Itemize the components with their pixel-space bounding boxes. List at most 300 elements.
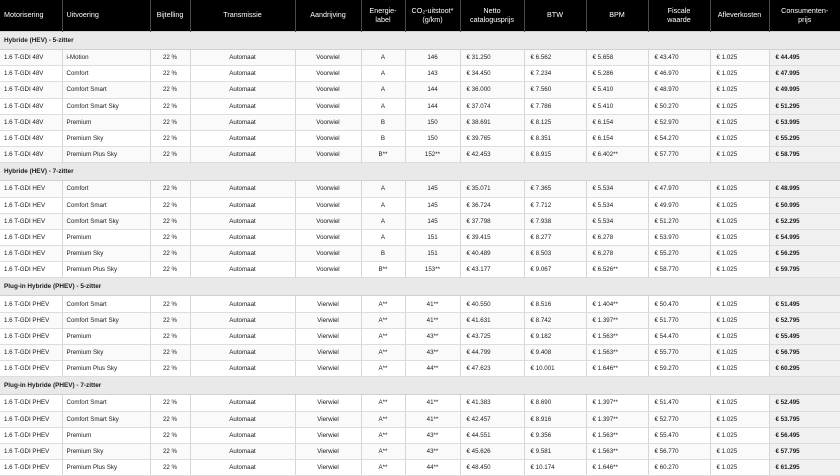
cell-energielabel: A** — [361, 328, 405, 344]
cell-transmissie: Automaat — [190, 312, 295, 328]
cell-afleverkosten: € 1.025 — [710, 411, 769, 427]
cell-netto-catalogusprijs: € 38.691 — [460, 114, 524, 130]
cell-motorisering: 1.6 T-GDI PHEV — [0, 395, 62, 411]
header-transmissie: Transmissie — [190, 0, 295, 32]
cell-consumentenprijs: € 51.295 — [769, 98, 840, 114]
cell-transmissie: Automaat — [190, 296, 295, 312]
cell-btw: € 8.916 — [524, 411, 586, 427]
cell-aandrijving: Voorwiel — [295, 98, 361, 114]
section-title: Hybride (HEV) - 7-zitter — [0, 163, 840, 181]
header-bijtelling: Bijtelling — [150, 0, 190, 32]
cell-bpm: € 5.534 — [586, 213, 648, 229]
cell-consumentenprijs: € 47.995 — [769, 66, 840, 82]
cell-btw: € 8.690 — [524, 395, 586, 411]
cell-transmissie: Automaat — [190, 181, 295, 197]
cell-bpm: € 6.526** — [586, 262, 648, 278]
cell-fiscale-waarde: € 54.270 — [648, 130, 710, 146]
cell-aandrijving: Voorwiel — [295, 82, 361, 98]
section-title: Plug-in Hybride (PHEV) - 7-zitter — [0, 377, 840, 395]
cell-transmissie: Automaat — [190, 361, 295, 377]
cell-transmissie: Automaat — [190, 427, 295, 443]
table-row — [0, 296, 840, 312]
cell-bijtelling: 22 % — [150, 296, 190, 312]
table-row — [0, 114, 840, 130]
cell-netto-catalogusprijs: € 44.799 — [460, 345, 524, 361]
cell-netto-catalogusprijs: € 41.631 — [460, 312, 524, 328]
cell-transmissie: Automaat — [190, 50, 295, 66]
cell-bpm: € 5.410 — [586, 98, 648, 114]
cell-fiscale-waarde: € 52.770 — [648, 411, 710, 427]
cell-motorisering: 1.6 T-GDI PHEV — [0, 296, 62, 312]
cell-energielabel: A — [361, 229, 405, 245]
cell-fiscale-waarde: € 55.270 — [648, 246, 710, 262]
cell-energielabel: A — [361, 82, 405, 98]
cell-aandrijving: Voorwiel — [295, 147, 361, 163]
cell-co2-uitstoot: 41** — [405, 395, 460, 411]
cell-transmissie: Automaat — [190, 130, 295, 146]
cell-bpm: € 1.563** — [586, 427, 648, 443]
cell-afleverkosten: € 1.025 — [710, 66, 769, 82]
cell-uitvoering: Premium Plus Sky — [62, 361, 150, 377]
cell-motorisering: 1.6 T-GDI PHEV — [0, 411, 62, 427]
cell-bpm: € 1.397** — [586, 312, 648, 328]
cell-energielabel: A** — [361, 395, 405, 411]
cell-bijtelling: 22 % — [150, 98, 190, 114]
cell-motorisering: 1.6 T-GDI HEV — [0, 229, 62, 245]
cell-afleverkosten: € 1.025 — [710, 82, 769, 98]
cell-uitvoering: Comfort Smart Sky — [62, 312, 150, 328]
header-aandrijving: Aandrijving — [295, 0, 361, 32]
cell-consumentenprijs: € 52.495 — [769, 395, 840, 411]
cell-co2-uitstoot: 144 — [405, 82, 460, 98]
table-header-row — [0, 0, 840, 32]
cell-fiscale-waarde: € 49.970 — [648, 197, 710, 213]
cell-aandrijving: Voorwiel — [295, 246, 361, 262]
cell-bijtelling: 22 % — [150, 262, 190, 278]
cell-transmissie: Automaat — [190, 213, 295, 229]
cell-afleverkosten: € 1.025 — [710, 460, 769, 476]
cell-co2-uitstoot: 41** — [405, 296, 460, 312]
table-row — [0, 181, 840, 197]
cell-netto-catalogusprijs: € 40.550 — [460, 296, 524, 312]
cell-afleverkosten: € 1.025 — [710, 328, 769, 344]
table-row — [0, 130, 840, 146]
cell-uitvoering: Comfort — [62, 181, 150, 197]
table-row — [0, 427, 840, 443]
cell-motorisering: 1.6 T-GDI HEV — [0, 197, 62, 213]
cell-consumentenprijs: € 44.495 — [769, 50, 840, 66]
cell-consumentenprijs: € 58.795 — [769, 147, 840, 163]
cell-fiscale-waarde: € 48.970 — [648, 82, 710, 98]
cell-aandrijving: Voorwiel — [295, 130, 361, 146]
table-row — [0, 66, 840, 82]
table-row — [0, 395, 840, 411]
cell-consumentenprijs: € 53.995 — [769, 114, 840, 130]
table-row — [0, 312, 840, 328]
cell-consumentenprijs: € 56.495 — [769, 427, 840, 443]
cell-bijtelling: 22 % — [150, 50, 190, 66]
cell-afleverkosten: € 1.025 — [710, 427, 769, 443]
cell-bijtelling: 22 % — [150, 82, 190, 98]
cell-consumentenprijs: € 61.295 — [769, 460, 840, 476]
section-header-row — [0, 377, 840, 395]
cell-bpm: € 5.534 — [586, 181, 648, 197]
cell-transmissie: Automaat — [190, 411, 295, 427]
cell-fiscale-waarde: € 55.470 — [648, 427, 710, 443]
cell-bijtelling: 22 % — [150, 443, 190, 459]
table-body — [0, 32, 840, 476]
cell-btw: € 9.182 — [524, 328, 586, 344]
cell-transmissie: Automaat — [190, 197, 295, 213]
cell-energielabel: A** — [361, 296, 405, 312]
cell-netto-catalogusprijs: € 42.457 — [460, 411, 524, 427]
table-row — [0, 98, 840, 114]
cell-energielabel: B** — [361, 262, 405, 278]
table-row — [0, 229, 840, 245]
cell-energielabel: A — [361, 181, 405, 197]
cell-motorisering: 1.6 T-GDI PHEV — [0, 312, 62, 328]
cell-bijtelling: 22 % — [150, 114, 190, 130]
cell-aandrijving: Vierwiel — [295, 328, 361, 344]
cell-netto-catalogusprijs: € 36.724 — [460, 197, 524, 213]
table-row — [0, 361, 840, 377]
cell-co2-uitstoot: 44** — [405, 460, 460, 476]
cell-fiscale-waarde: € 50.470 — [648, 296, 710, 312]
cell-bpm: € 5.286 — [586, 66, 648, 82]
cell-btw: € 9.356 — [524, 427, 586, 443]
cell-afleverkosten: € 1.025 — [710, 296, 769, 312]
cell-uitvoering: Comfort Smart — [62, 395, 150, 411]
cell-motorisering: 1.6 T-GDI HEV — [0, 213, 62, 229]
cell-uitvoering: Premium Plus Sky — [62, 460, 150, 476]
cell-energielabel: A** — [361, 443, 405, 459]
cell-uitvoering: Premium Plus Sky — [62, 262, 150, 278]
section-header-row — [0, 32, 840, 50]
cell-bpm: € 1.563** — [586, 345, 648, 361]
cell-uitvoering: Premium — [62, 328, 150, 344]
cell-fiscale-waarde: € 59.270 — [648, 361, 710, 377]
cell-fiscale-waarde: € 54.470 — [648, 328, 710, 344]
cell-motorisering: 1.6 T-GDI PHEV — [0, 361, 62, 377]
header-btw: BTW — [524, 0, 586, 32]
cell-btw: € 7.712 — [524, 197, 586, 213]
cell-bijtelling: 22 % — [150, 460, 190, 476]
section-title: Hybride (HEV) - 5-zitter — [0, 32, 840, 50]
cell-consumentenprijs: € 50.995 — [769, 197, 840, 213]
cell-bpm: € 1.563** — [586, 443, 648, 459]
table-row — [0, 246, 840, 262]
cell-uitvoering: Comfort Smart — [62, 296, 150, 312]
cell-energielabel: B — [361, 246, 405, 262]
cell-bijtelling: 22 % — [150, 181, 190, 197]
cell-co2-uitstoot: 43** — [405, 443, 460, 459]
cell-motorisering: 1.6 T-GDI 48V — [0, 66, 62, 82]
header-motorisering: Motorisering — [0, 0, 62, 32]
cell-uitvoering: Comfort Smart — [62, 197, 150, 213]
cell-fiscale-waarde: € 57.770 — [648, 147, 710, 163]
cell-consumentenprijs: € 48.995 — [769, 181, 840, 197]
cell-fiscale-waarde: € 46.970 — [648, 66, 710, 82]
cell-transmissie: Automaat — [190, 246, 295, 262]
cell-energielabel: A — [361, 66, 405, 82]
cell-motorisering: 1.6 T-GDI 48V — [0, 50, 62, 66]
cell-consumentenprijs: € 49.995 — [769, 82, 840, 98]
cell-fiscale-waarde: € 58.770 — [648, 262, 710, 278]
cell-afleverkosten: € 1.025 — [710, 213, 769, 229]
section-header-row — [0, 163, 840, 181]
cell-fiscale-waarde: € 47.970 — [648, 181, 710, 197]
cell-btw: € 9.067 — [524, 262, 586, 278]
cell-aandrijving: Vierwiel — [295, 361, 361, 377]
cell-consumentenprijs: € 51.495 — [769, 296, 840, 312]
cell-afleverkosten: € 1.025 — [710, 181, 769, 197]
cell-netto-catalogusprijs: € 39.765 — [460, 130, 524, 146]
cell-bijtelling: 22 % — [150, 427, 190, 443]
cell-transmissie: Automaat — [190, 262, 295, 278]
cell-transmissie: Automaat — [190, 66, 295, 82]
table-row — [0, 50, 840, 66]
cell-fiscale-waarde: € 53.970 — [648, 229, 710, 245]
cell-btw: € 10.174 — [524, 460, 586, 476]
cell-bijtelling: 22 % — [150, 312, 190, 328]
cell-transmissie: Automaat — [190, 147, 295, 163]
cell-aandrijving: Voorwiel — [295, 197, 361, 213]
cell-btw: € 8.277 — [524, 229, 586, 245]
cell-netto-catalogusprijs: € 36.000 — [460, 82, 524, 98]
cell-netto-catalogusprijs: € 31.250 — [460, 50, 524, 66]
cell-bpm: € 1.646** — [586, 361, 648, 377]
cell-netto-catalogusprijs: € 37.074 — [460, 98, 524, 114]
cell-afleverkosten: € 1.025 — [710, 98, 769, 114]
cell-aandrijving: Voorwiel — [295, 262, 361, 278]
cell-btw: € 8.351 — [524, 130, 586, 146]
cell-consumentenprijs: € 56.795 — [769, 345, 840, 361]
cell-afleverkosten: € 1.025 — [710, 130, 769, 146]
cell-fiscale-waarde: € 56.770 — [648, 443, 710, 459]
cell-bpm: € 5.534 — [586, 197, 648, 213]
cell-afleverkosten: € 1.025 — [710, 395, 769, 411]
cell-energielabel: A** — [361, 460, 405, 476]
section-header-row — [0, 278, 840, 296]
cell-bijtelling: 22 % — [150, 66, 190, 82]
cell-motorisering: 1.6 T-GDI HEV — [0, 181, 62, 197]
cell-afleverkosten: € 1.025 — [710, 114, 769, 130]
cell-consumentenprijs: € 52.795 — [769, 312, 840, 328]
cell-energielabel: B** — [361, 147, 405, 163]
cell-netto-catalogusprijs: € 34.450 — [460, 66, 524, 82]
cell-netto-catalogusprijs: € 44.551 — [460, 427, 524, 443]
table-row — [0, 213, 840, 229]
cell-btw: € 8.516 — [524, 296, 586, 312]
cell-transmissie: Automaat — [190, 328, 295, 344]
cell-energielabel: B — [361, 114, 405, 130]
cell-co2-uitstoot: 143 — [405, 66, 460, 82]
cell-btw: € 10.001 — [524, 361, 586, 377]
cell-aandrijving: Vierwiel — [295, 443, 361, 459]
cell-transmissie: Automaat — [190, 82, 295, 98]
cell-netto-catalogusprijs: € 35.071 — [460, 181, 524, 197]
cell-netto-catalogusprijs: € 43.177 — [460, 262, 524, 278]
cell-uitvoering: Premium Sky — [62, 130, 150, 146]
cell-energielabel: A** — [361, 312, 405, 328]
cell-uitvoering: Comfort Smart Sky — [62, 98, 150, 114]
cell-aandrijving: Voorwiel — [295, 50, 361, 66]
cell-bpm: € 1.397** — [586, 395, 648, 411]
cell-consumentenprijs: € 53.795 — [769, 411, 840, 427]
cell-bpm: € 1.646** — [586, 460, 648, 476]
cell-uitvoering: Premium — [62, 229, 150, 245]
cell-co2-uitstoot: 145 — [405, 213, 460, 229]
cell-uitvoering: Comfort Smart Sky — [62, 411, 150, 427]
cell-netto-catalogusprijs: € 39.415 — [460, 229, 524, 245]
cell-btw: € 8.125 — [524, 114, 586, 130]
cell-consumentenprijs: € 54.995 — [769, 229, 840, 245]
cell-co2-uitstoot: 41** — [405, 411, 460, 427]
cell-bijtelling: 22 % — [150, 345, 190, 361]
cell-btw: € 7.234 — [524, 66, 586, 82]
cell-bijtelling: 22 % — [150, 395, 190, 411]
cell-transmissie: Automaat — [190, 229, 295, 245]
table-row — [0, 82, 840, 98]
cell-aandrijving: Voorwiel — [295, 213, 361, 229]
cell-aandrijving: Vierwiel — [295, 395, 361, 411]
cell-fiscale-waarde: € 52.970 — [648, 114, 710, 130]
cell-transmissie: Automaat — [190, 98, 295, 114]
cell-energielabel: A — [361, 197, 405, 213]
cell-motorisering: 1.6 T-GDI 48V — [0, 82, 62, 98]
cell-bpm: € 6.278 — [586, 246, 648, 262]
cell-motorisering: 1.6 T-GDI 48V — [0, 130, 62, 146]
cell-uitvoering: Premium — [62, 114, 150, 130]
cell-netto-catalogusprijs: € 41.383 — [460, 395, 524, 411]
cell-fiscale-waarde: € 60.270 — [648, 460, 710, 476]
cell-bpm: € 6.154 — [586, 130, 648, 146]
cell-transmissie: Automaat — [190, 460, 295, 476]
cell-aandrijving: Vierwiel — [295, 460, 361, 476]
cell-motorisering: 1.6 T-GDI 48V — [0, 98, 62, 114]
cell-netto-catalogusprijs: € 47.623 — [460, 361, 524, 377]
cell-bijtelling: 22 % — [150, 197, 190, 213]
cell-motorisering: 1.6 T-GDI PHEV — [0, 328, 62, 344]
cell-uitvoering: Premium — [62, 427, 150, 443]
cell-co2-uitstoot: 41** — [405, 312, 460, 328]
cell-aandrijving: Voorwiel — [295, 229, 361, 245]
cell-motorisering: 1.6 T-GDI PHEV — [0, 443, 62, 459]
cell-bpm: € 5.658 — [586, 50, 648, 66]
cell-bpm: € 1.563** — [586, 328, 648, 344]
cell-co2-uitstoot: 145 — [405, 197, 460, 213]
cell-netto-catalogusprijs: € 45.626 — [460, 443, 524, 459]
cell-aandrijving: Vierwiel — [295, 411, 361, 427]
cell-co2-uitstoot: 151 — [405, 229, 460, 245]
cell-motorisering: 1.6 T-GDI HEV — [0, 262, 62, 278]
cell-energielabel: A** — [361, 411, 405, 427]
cell-uitvoering: Premium Sky — [62, 443, 150, 459]
cell-energielabel: A — [361, 50, 405, 66]
cell-motorisering: 1.6 T-GDI PHEV — [0, 427, 62, 443]
cell-aandrijving: Voorwiel — [295, 66, 361, 82]
header-netto-catalogusprijs: Netto catalogusprijs — [460, 0, 524, 32]
cell-aandrijving: Vierwiel — [295, 345, 361, 361]
cell-co2-uitstoot: 43** — [405, 328, 460, 344]
cell-consumentenprijs: € 52.295 — [769, 213, 840, 229]
table-row — [0, 262, 840, 278]
cell-co2-uitstoot: 44** — [405, 361, 460, 377]
cell-bijtelling: 22 % — [150, 328, 190, 344]
cell-uitvoering: Comfort Smart — [62, 82, 150, 98]
cell-co2-uitstoot: 43** — [405, 345, 460, 361]
cell-btw: € 7.938 — [524, 213, 586, 229]
cell-bpm: € 6.278 — [586, 229, 648, 245]
cell-fiscale-waarde: € 55.770 — [648, 345, 710, 361]
header-bpm: BPM — [586, 0, 648, 32]
table-row — [0, 345, 840, 361]
table-row — [0, 197, 840, 213]
cell-aandrijving: Voorwiel — [295, 181, 361, 197]
cell-bpm: € 6.402** — [586, 147, 648, 163]
header-energielabel: Energie- label — [361, 0, 405, 32]
cell-co2-uitstoot: 43** — [405, 427, 460, 443]
cell-energielabel: A — [361, 98, 405, 114]
cell-bijtelling: 22 % — [150, 130, 190, 146]
cell-transmissie: Automaat — [190, 395, 295, 411]
cell-consumentenprijs: € 55.495 — [769, 328, 840, 344]
cell-co2-uitstoot: 152** — [405, 147, 460, 163]
section-title: Plug-in Hybride (PHEV) - 5-zitter — [0, 278, 840, 296]
cell-motorisering: 1.6 T-GDI HEV — [0, 246, 62, 262]
cell-bpm: € 1.397** — [586, 411, 648, 427]
cell-btw: € 7.365 — [524, 181, 586, 197]
cell-netto-catalogusprijs: € 40.489 — [460, 246, 524, 262]
cell-fiscale-waarde: € 51.470 — [648, 395, 710, 411]
cell-aandrijving: Vierwiel — [295, 312, 361, 328]
cell-fiscale-waarde: € 51.770 — [648, 312, 710, 328]
table-row — [0, 411, 840, 427]
cell-fiscale-waarde: € 51.270 — [648, 213, 710, 229]
header-uitvoering: Uitvoering — [62, 0, 150, 32]
cell-consumentenprijs: € 55.295 — [769, 130, 840, 146]
cell-afleverkosten: € 1.025 — [710, 246, 769, 262]
table-row — [0, 328, 840, 344]
cell-afleverkosten: € 1.025 — [710, 147, 769, 163]
cell-bijtelling: 22 % — [150, 246, 190, 262]
cell-motorisering: 1.6 T-GDI PHEV — [0, 345, 62, 361]
cell-co2-uitstoot: 150 — [405, 114, 460, 130]
cell-afleverkosten: € 1.025 — [710, 361, 769, 377]
cell-btw: € 9.408 — [524, 345, 586, 361]
cell-bijtelling: 22 % — [150, 147, 190, 163]
cell-bpm: € 6.154 — [586, 114, 648, 130]
cell-btw: € 9.581 — [524, 443, 586, 459]
cell-uitvoering: Premium Sky — [62, 246, 150, 262]
cell-energielabel: A** — [361, 345, 405, 361]
cell-uitvoering: Comfort Smart Sky — [62, 213, 150, 229]
table-row — [0, 147, 840, 163]
header-consumentenprijs: Consumenten- prijs — [769, 0, 840, 32]
cell-uitvoering: Premium Plus Sky — [62, 147, 150, 163]
cell-afleverkosten: € 1.025 — [710, 312, 769, 328]
table-row — [0, 460, 840, 476]
cell-uitvoering: Premium Sky — [62, 345, 150, 361]
cell-energielabel: A — [361, 213, 405, 229]
cell-netto-catalogusprijs: € 42.453 — [460, 147, 524, 163]
cell-co2-uitstoot: 150 — [405, 130, 460, 146]
cell-transmissie: Automaat — [190, 443, 295, 459]
cell-co2-uitstoot: 151 — [405, 246, 460, 262]
cell-bijtelling: 22 % — [150, 229, 190, 245]
cell-afleverkosten: € 1.025 — [710, 443, 769, 459]
cell-transmissie: Automaat — [190, 345, 295, 361]
